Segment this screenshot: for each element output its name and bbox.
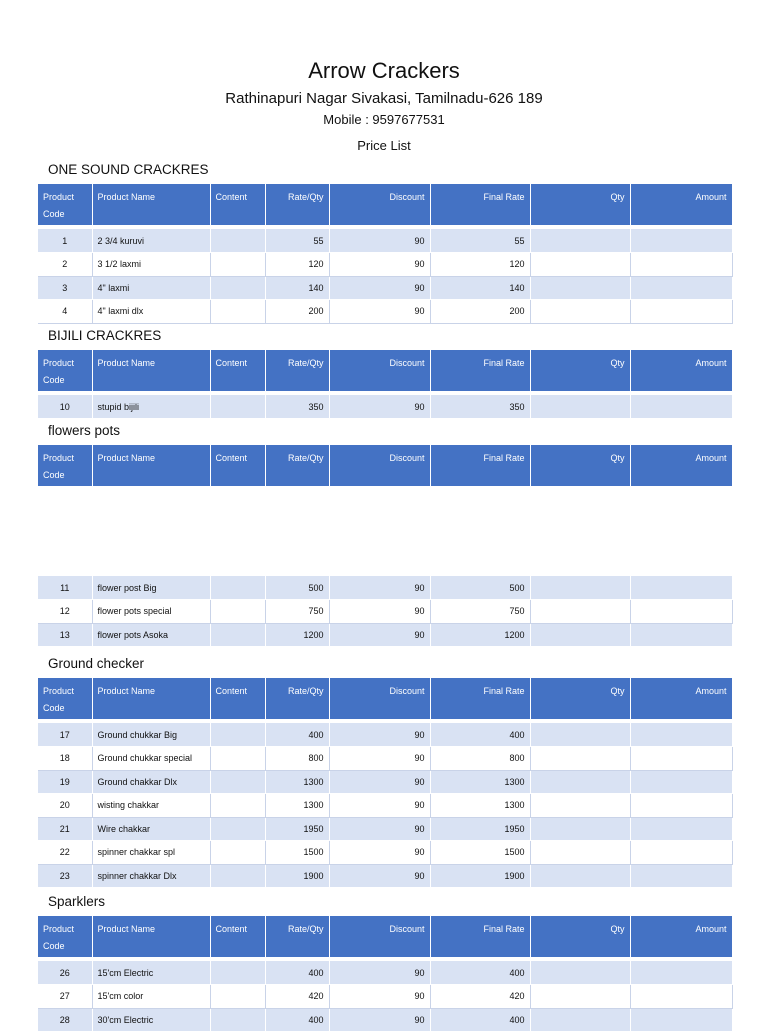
- cell-name: spinner chakkar Dlx: [92, 864, 210, 888]
- table-row: [38, 300, 732, 324]
- column-header-name: Product Name: [92, 916, 210, 957]
- cell-content: [210, 961, 265, 985]
- cell-name: Ground chukkar Big: [92, 723, 210, 747]
- cell-final: 800: [430, 747, 530, 771]
- cell-discount: 90: [329, 395, 430, 419]
- cell-name: flower post Big: [92, 576, 210, 600]
- cell-name: spinner chakkar spl: [92, 841, 210, 865]
- column-header-name: Product Name: [92, 678, 210, 719]
- cell-name: Ground chakkar Dlx: [92, 770, 210, 794]
- cell-amount: [630, 276, 732, 300]
- cell-rate: 1200: [265, 623, 329, 647]
- column-header-rate: Rate/Qty: [265, 445, 329, 486]
- cell-final: 140: [430, 276, 530, 300]
- cell-name: 3 1/2 laxmi: [92, 253, 210, 277]
- cell-code: 26: [38, 961, 92, 985]
- cell-code: 21: [38, 817, 92, 841]
- column-header-name: Product Name: [92, 350, 210, 391]
- column-header-amount: Amount: [630, 916, 732, 957]
- cell-discount: 90: [329, 817, 430, 841]
- cell-content: [210, 300, 265, 324]
- cell-code: 3: [38, 276, 92, 300]
- column-header-final: Final Rate: [430, 184, 530, 225]
- column-header-final: Final Rate: [430, 916, 530, 957]
- cell-name: 2 3/4 kuruvi: [92, 229, 210, 253]
- column-header-discount: Discount: [329, 916, 430, 957]
- cell-code: 23: [38, 864, 92, 888]
- cell-code: 4: [38, 300, 92, 324]
- cell-discount: 90: [329, 864, 430, 888]
- cell-discount: 90: [329, 1008, 430, 1032]
- price-table: [38, 916, 733, 1032]
- cell-amount: [630, 229, 732, 253]
- cell-content: [210, 747, 265, 771]
- cell-discount: 90: [329, 276, 430, 300]
- cell-amount: [630, 395, 732, 419]
- cell-qty[interactable]: [530, 985, 630, 1009]
- cell-qty[interactable]: [530, 864, 630, 888]
- table-row: [38, 576, 732, 600]
- cell-name: flower pots Asoka: [92, 623, 210, 647]
- cell-discount: 90: [329, 770, 430, 794]
- cell-rate: 1950: [265, 817, 329, 841]
- table-row: [38, 395, 732, 419]
- table-row: [38, 770, 732, 794]
- cell-qty[interactable]: [530, 229, 630, 253]
- table-row: [38, 794, 732, 818]
- column-header-content: Content: [210, 445, 265, 486]
- column-header-rate: Rate/Qty: [265, 184, 329, 225]
- cell-content: [210, 623, 265, 647]
- cell-rate: 800: [265, 747, 329, 771]
- cell-final: 1300: [430, 770, 530, 794]
- column-header-discount: Discount: [329, 350, 430, 391]
- price-table: [38, 678, 733, 888]
- column-header-content: Content: [210, 916, 265, 957]
- column-header-code: Product Code: [38, 678, 92, 719]
- cell-code: 10: [38, 395, 92, 419]
- company-address: Rathinapuri Nagar Sivakasi, Tamilnadu-626 189: [225, 90, 543, 107]
- cell-rate: 1900: [265, 864, 329, 888]
- cell-rate: 350: [265, 395, 329, 419]
- cell-content: [210, 794, 265, 818]
- price-table: [38, 184, 733, 324]
- table-header-row: [38, 184, 732, 225]
- table-row: [38, 253, 732, 277]
- cell-qty[interactable]: [530, 576, 630, 600]
- cell-amount: [630, 985, 732, 1009]
- cell-qty[interactable]: [530, 276, 630, 300]
- cell-content: [210, 276, 265, 300]
- cell-final: 500: [430, 576, 530, 600]
- cell-discount: 90: [329, 300, 430, 324]
- cell-discount: 90: [329, 841, 430, 865]
- column-header-code: Product Code: [38, 916, 92, 957]
- cell-name: 4" laxmi dlx: [92, 300, 210, 324]
- cell-rate: 1500: [265, 841, 329, 865]
- column-header-qty: Qty: [530, 184, 630, 225]
- cell-discount: 90: [329, 985, 430, 1009]
- cell-name: 15'cm Electric: [92, 961, 210, 985]
- cell-final: 1950: [430, 817, 530, 841]
- cell-amount: [630, 623, 732, 647]
- cell-name: flower pots special: [92, 600, 210, 624]
- cell-amount: [630, 723, 732, 747]
- table-row: [38, 985, 732, 1009]
- table-row: [38, 841, 732, 865]
- cell-final: 400: [430, 723, 530, 747]
- cell-final: 420: [430, 985, 530, 1009]
- cell-qty[interactable]: [530, 794, 630, 818]
- table-row: [38, 961, 732, 985]
- table-header-row: [38, 916, 732, 957]
- table-row: [38, 276, 732, 300]
- section-title: BIJILI CRACKRES: [48, 328, 162, 343]
- cell-code: 2: [38, 253, 92, 277]
- cell-code: 22: [38, 841, 92, 865]
- company-mobile: Mobile : 9597677531: [323, 112, 445, 127]
- price-table: [38, 445, 733, 647]
- column-header-amount: Amount: [630, 678, 732, 719]
- table-row: [38, 1008, 732, 1032]
- table-row: [38, 229, 732, 253]
- cell-discount: 90: [329, 794, 430, 818]
- cell-discount: 90: [329, 229, 430, 253]
- column-header-discount: Discount: [329, 445, 430, 486]
- cell-discount: 90: [329, 961, 430, 985]
- cell-qty[interactable]: [530, 300, 630, 324]
- section-title: flowers pots: [48, 423, 121, 438]
- column-header-rate: Rate/Qty: [265, 678, 329, 719]
- cell-rate: 1300: [265, 770, 329, 794]
- cell-content: [210, 864, 265, 888]
- column-header-content: Content: [210, 678, 265, 719]
- cell-content: [210, 817, 265, 841]
- table-row: [38, 600, 732, 624]
- cell-qty[interactable]: [530, 841, 630, 865]
- cell-qty[interactable]: [530, 623, 630, 647]
- section-title: Sparklers: [48, 894, 106, 909]
- cell-rate: 750: [265, 600, 329, 624]
- cell-content: [210, 395, 265, 419]
- cell-rate: 400: [265, 723, 329, 747]
- cell-amount: [630, 300, 732, 324]
- column-header-final: Final Rate: [430, 445, 530, 486]
- cell-content: [210, 723, 265, 747]
- cell-final: 200: [430, 300, 530, 324]
- cell-rate: 140: [265, 276, 329, 300]
- column-header-qty: Qty: [530, 678, 630, 719]
- cell-code: 28: [38, 1008, 92, 1032]
- cell-qty[interactable]: [530, 770, 630, 794]
- column-header-qty: Qty: [530, 350, 630, 391]
- cell-amount: [630, 864, 732, 888]
- cell-final: 400: [430, 961, 530, 985]
- cell-name: wisting chakkar: [92, 794, 210, 818]
- section-title: ONE SOUND CRACKRES: [48, 162, 209, 177]
- column-header-qty: Qty: [530, 916, 630, 957]
- cell-qty[interactable]: [530, 253, 630, 277]
- cell-code: 13: [38, 623, 92, 647]
- table-header-row: [38, 678, 732, 719]
- table-header-row: [38, 350, 732, 391]
- cell-rate: 500: [265, 576, 329, 600]
- price-table: [38, 350, 733, 419]
- cell-final: 1200: [430, 623, 530, 647]
- cell-qty[interactable]: [530, 723, 630, 747]
- cell-name: 15'cm color: [92, 985, 210, 1009]
- column-header-amount: Amount: [630, 350, 732, 391]
- cell-content: [210, 985, 265, 1009]
- cell-rate: 55: [265, 229, 329, 253]
- cell-amount: [630, 1008, 732, 1032]
- cell-discount: 90: [329, 723, 430, 747]
- cell-rate: 120: [265, 253, 329, 277]
- cell-final: 400: [430, 1008, 530, 1032]
- cell-final: 750: [430, 600, 530, 624]
- cell-rate: 1300: [265, 794, 329, 818]
- column-header-final: Final Rate: [430, 350, 530, 391]
- cell-qty[interactable]: [530, 961, 630, 985]
- cell-final: 1500: [430, 841, 530, 865]
- cell-content: [210, 841, 265, 865]
- cell-qty[interactable]: [530, 1008, 630, 1032]
- column-header-amount: Amount: [630, 184, 732, 225]
- cell-code: 11: [38, 576, 92, 600]
- cell-code: 12: [38, 600, 92, 624]
- cell-amount: [630, 841, 732, 865]
- cell-code: 27: [38, 985, 92, 1009]
- cell-rate: 400: [265, 961, 329, 985]
- cell-final: 120: [430, 253, 530, 277]
- cell-content: [210, 229, 265, 253]
- cell-name: stupid bijili: [92, 395, 210, 419]
- cell-content: [210, 253, 265, 277]
- cell-rate: 400: [265, 1008, 329, 1032]
- column-header-qty: Qty: [530, 445, 630, 486]
- cell-amount: [630, 817, 732, 841]
- cell-discount: 90: [329, 600, 430, 624]
- cell-code: 1: [38, 229, 92, 253]
- table-row: [38, 864, 732, 888]
- column-header-content: Content: [210, 350, 265, 391]
- cell-content: [210, 1008, 265, 1032]
- cell-discount: 90: [329, 576, 430, 600]
- column-header-name: Product Name: [92, 445, 210, 486]
- cell-content: [210, 600, 265, 624]
- cell-amount: [630, 794, 732, 818]
- company-title: Arrow Crackers: [308, 58, 460, 83]
- cell-name: Wire chakkar: [92, 817, 210, 841]
- cell-final: 350: [430, 395, 530, 419]
- section-title: Ground checker: [48, 656, 145, 671]
- price-list-heading: Price List: [357, 138, 411, 153]
- cell-content: [210, 576, 265, 600]
- table-row: [38, 747, 732, 771]
- cell-qty[interactable]: [530, 395, 630, 419]
- cell-final: 1900: [430, 864, 530, 888]
- cell-amount: [630, 253, 732, 277]
- cell-name: 30'cm Electric: [92, 1008, 210, 1032]
- table-row: [38, 817, 732, 841]
- cell-amount: [630, 576, 732, 600]
- table-header-row: [38, 445, 732, 486]
- column-header-code: Product Code: [38, 184, 92, 225]
- column-header-name: Product Name: [92, 184, 210, 225]
- cell-qty[interactable]: [530, 817, 630, 841]
- column-header-amount: Amount: [630, 445, 732, 486]
- column-header-discount: Discount: [329, 184, 430, 225]
- cell-qty[interactable]: [530, 600, 630, 624]
- column-header-code: Product Code: [38, 445, 92, 486]
- table-row: [38, 723, 732, 747]
- cell-final: 1300: [430, 794, 530, 818]
- cell-amount: [630, 961, 732, 985]
- cell-name: 4" laxmi: [92, 276, 210, 300]
- column-header-content: Content: [210, 184, 265, 225]
- cell-final: 55: [430, 229, 530, 253]
- cell-rate: 420: [265, 985, 329, 1009]
- cell-code: 19: [38, 770, 92, 794]
- cell-discount: 90: [329, 623, 430, 647]
- cell-code: 20: [38, 794, 92, 818]
- column-header-rate: Rate/Qty: [265, 350, 329, 391]
- table-row: [38, 623, 732, 647]
- cell-amount: [630, 747, 732, 771]
- cell-discount: 90: [329, 747, 430, 771]
- cell-code: 18: [38, 747, 92, 771]
- cell-amount: [630, 770, 732, 794]
- cell-rate: 200: [265, 300, 329, 324]
- cell-content: [210, 770, 265, 794]
- column-header-code: Product Code: [38, 350, 92, 391]
- cell-name: Ground chukkar special: [92, 747, 210, 771]
- cell-qty[interactable]: [530, 747, 630, 771]
- cell-discount: 90: [329, 253, 430, 277]
- column-header-discount: Discount: [329, 678, 430, 719]
- cell-code: 17: [38, 723, 92, 747]
- cell-amount: [630, 600, 732, 624]
- column-header-final: Final Rate: [430, 678, 530, 719]
- column-header-rate: Rate/Qty: [265, 916, 329, 957]
